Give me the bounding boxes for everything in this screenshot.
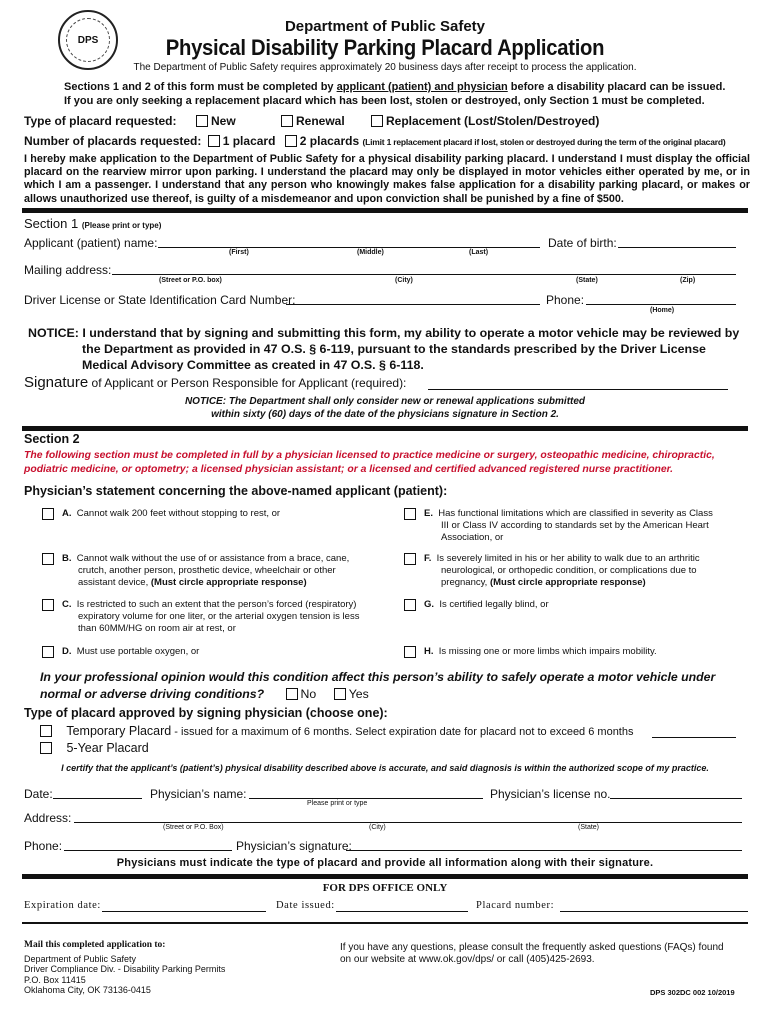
temporary-placard-row: Temporary Placard - issued for a maximum of 6 months. Select expiration date for placard not to exceed 6 months (40, 724, 740, 738)
intro-line-2: If you are only seeking a replacement placard which has been lost, stolen or destroyed, only Section 1 must be completed. (64, 95, 705, 107)
opinion-no-checkbox[interactable] (286, 688, 298, 700)
physician-phone-field[interactable] (64, 839, 232, 851)
opinion-yes-label: Yes (348, 687, 369, 701)
date-label: Date: (24, 787, 53, 801)
mailing-address-field[interactable] (112, 263, 736, 275)
physician-address-label: Address: (24, 811, 72, 825)
driving-opinion-question: In your professional opinion would this condition affect this person’s ability to safely operate a motor vehicle under normal or adverse driving conditions? No Yes (40, 670, 716, 701)
faq-contact: If you have any questions, please consult the frequently asked questions (FAQs) found on our website at www.ok.gov/dps/ or call (405)425-2693. (340, 942, 724, 965)
physician-name-field[interactable] (249, 787, 483, 799)
physician-signature-field[interactable] (346, 839, 742, 851)
mailing-row (24, 263, 750, 277)
expiration-field[interactable] (102, 900, 266, 912)
physician-phone-row (24, 839, 750, 853)
divider (22, 922, 748, 924)
applicant-name-label: Applicant (patient) name: (24, 236, 158, 250)
option-e-checkbox[interactable] (404, 508, 416, 520)
option-b-checkbox[interactable] (42, 553, 54, 565)
applicant-name-field[interactable] (158, 236, 540, 248)
option-h: H. Is missing one or more limbs which impairs mobility. (404, 646, 744, 658)
physician-license-field[interactable] (610, 787, 742, 799)
five-year-placard-label: 5-Year Placard (66, 741, 149, 755)
license-label: Physician’s license no. (490, 787, 611, 801)
placard-number-field[interactable] (560, 900, 748, 912)
applicant-signature-field[interactable] (428, 376, 728, 390)
option-f-checkbox[interactable] (404, 553, 416, 565)
phys-street-hint: (Street or P.O. Box) (163, 824, 224, 831)
placard-limit-note: (Limit 1 replacement placard if lost, stolen or destroyed during the term of the original placard) (362, 137, 726, 147)
divider (22, 426, 748, 431)
new-label: New (211, 114, 236, 128)
section2-heading: Section 2 (24, 432, 80, 446)
dl-label: Driver License or State Identification Card Number: (24, 293, 296, 307)
placard-number-label: Placard number: (476, 900, 555, 911)
five-year-placard-checkbox[interactable] (40, 742, 52, 754)
placard-type-row (24, 114, 754, 128)
issued-field[interactable] (336, 900, 468, 912)
physician-certification: I certify that the applicant’s (patient’s) physical disability described above is accurate, and said diagnosis is within the authorized scope of my practice. (61, 763, 709, 773)
issued-label: Date issued: (276, 900, 335, 911)
physician-address-row (24, 811, 750, 825)
placard-type-label: Type of placard requested: (24, 114, 177, 128)
dl-row (24, 293, 750, 307)
phys-city-hint: (City) (369, 824, 386, 831)
divider (22, 874, 748, 879)
middle-hint: (Middle) (357, 249, 384, 256)
option-f: F. Is severely limited in his or her ability to walk due to an arthritic neurological, or orthopedic condition, or complications due to pregnancy, (Must circle appropriate response) (404, 553, 744, 589)
phys-state-hint: (State) (578, 824, 600, 831)
option-a-checkbox[interactable] (42, 508, 54, 520)
section1-heading: Section 1 (Please print or type) (24, 216, 162, 231)
five-year-row (40, 741, 149, 755)
state-hint: (State) (576, 277, 598, 284)
option-g: G. Is certified legally blind, or (404, 599, 744, 611)
temporary-placard-checkbox[interactable] (40, 725, 52, 737)
divider (22, 208, 748, 213)
phone-field[interactable] (586, 293, 736, 305)
option-h-checkbox[interactable] (404, 646, 416, 658)
dob-label: Date of birth: (548, 236, 617, 250)
form-id: DPS 302DC 002 10/2019 (650, 988, 735, 997)
city-hint: (City) (395, 277, 413, 284)
street-hint: (Street or P.O. box) (159, 277, 222, 284)
option-d: D. Must use portable oxygen, or (42, 646, 382, 658)
dob-field[interactable] (618, 236, 736, 248)
option-c: C. Is restricted to such an extent that the person’s forced (respiratory) expiratory volume for one liter, or the arterial oxygen tension is less than 60MM/HG on room air at rest, or (42, 599, 382, 635)
physician-name-label: Physician’s name: (150, 787, 247, 801)
physician-requirement: The following section must be completed in full by a physician licensed to practice medicine or surgery, osteopathic medicine, chiropractic, podiatric medicine, or optometry; a licensed physician assistant; or a licensed and certified advanced registered nurse practitioner. (24, 450, 715, 475)
opinion-no-label: No (300, 687, 317, 701)
temporary-placard-label: Temporary Placard (66, 724, 172, 738)
seal-text: DPS (77, 34, 99, 46)
opinion-yes-checkbox[interactable] (334, 688, 346, 700)
physician-statement-heading: Physician’s statement concerning the above-named applicant (patient): (24, 484, 448, 498)
option-d-checkbox[interactable] (42, 646, 54, 658)
two-placard-checkbox[interactable] (285, 135, 297, 147)
phone-label: Phone: (546, 293, 585, 307)
option-b: B. Cannot walk without the use of or assistance from a brace, cane, crutch, another person, prosthetic device, wheelchair or other assistant device, (Must circle appropriate response) (42, 553, 382, 589)
replacement-checkbox[interactable] (371, 115, 383, 127)
physician-date-field[interactable] (53, 787, 142, 799)
intro-line-1: Sections 1 and 2 of this form must be completed by applicant (patient) and physician before a disability placard can be issued. (64, 81, 726, 93)
declaration-text: I hereby make application to the Department of Public Safety for a physical disability parking placard. I understand I must display the official placard on the rearview mirror upon parking. I understand the placard may only be displayed in motor vehicles either operated by me, or in which I am a passenger. I understand that any person who knowingly makes false application for a disability parking placard, or makes or allows unauthorized use thereof, is guilty of a misdemeanor and upon conviction shall be punished by a fine of $500. (24, 153, 750, 205)
home-hint: (Home) (650, 307, 675, 314)
new-checkbox[interactable] (196, 115, 208, 127)
office-only-heading: FOR DPS OFFICE ONLY (322, 882, 448, 894)
one-placard-label: 1 placard (222, 134, 276, 148)
applicant-signature-row: Signature of Applicant or Person Responsible for Applicant (required): (24, 374, 750, 392)
first-hint: (First) (229, 249, 249, 256)
placard-count-row (24, 134, 764, 148)
expiration-label: Expiration date: (24, 900, 101, 911)
placard-count-label: Number of placards requested: (24, 134, 202, 148)
physician-date-row (24, 787, 750, 801)
option-c-checkbox[interactable] (42, 599, 54, 611)
approved-type-heading: Type of placard approved by signing physician (choose one): (24, 706, 388, 720)
renewal-label: Renewal (296, 114, 345, 128)
physician-address-field[interactable] (74, 811, 742, 823)
mailing-instructions: Mail this completed application to: Department of Public Safety Driver Compliance Div. - Disability Parking Permits P.O. Box 11415 Oklahoma City, OK 73136-0415 (24, 940, 226, 995)
applicant-row (24, 236, 750, 250)
last-hint: (Last) (469, 249, 489, 256)
option-a: A. Cannot walk 200 feet without stopping to rest, or (42, 508, 382, 520)
form-title: Physical Disability Parking Placard Application (165, 35, 605, 60)
zip-hint: (Zip) (680, 277, 696, 284)
mailing-label: Mailing address: (24, 263, 112, 277)
print-type-hint: Please print or type (307, 800, 368, 807)
office-row (24, 900, 750, 911)
physician-phone-label: Phone: (24, 839, 63, 853)
two-placard-label: 2 placards (299, 134, 360, 148)
notice-review: NOTICE: I understand that by signing and submitting this form, my ability to operate a motor vehicle may be reviewed by the Department as provided in 47 O.S. § 6-119, pursuant to the standards prescribed by the Driver License Medical Advisory Committee as created in 47 O.S. § 6-118. (28, 326, 740, 372)
option-e: E. Has functional limitations which are classified in severity as Class III or Class IV according to standards set by the American Heart Association, or (404, 508, 744, 544)
one-placard-checkbox[interactable] (208, 135, 220, 147)
renewal-checkbox[interactable] (281, 115, 293, 127)
replacement-label: Replacement (Lost/Stolen/Destroyed) (386, 114, 600, 128)
dl-field[interactable] (286, 293, 540, 305)
must-indicate-note: Physicians must indicate the type of placard and provide all information along with their signature. (116, 857, 654, 869)
department-name: Department of Public Safety (284, 18, 486, 35)
form-subtitle: The Department of Public Safety requires approximately 20 business days after receipt to process the application. (133, 62, 637, 73)
notice-submission: NOTICE: The Department shall only consider new or renewal applications submitted within sixty (60) days of the date of the physicians signature in Section 2. (184, 396, 586, 420)
option-g-checkbox[interactable] (404, 599, 416, 611)
physician-signature-label: Physician’s signature: (236, 839, 352, 853)
temporary-expiration-field[interactable] (652, 726, 736, 738)
